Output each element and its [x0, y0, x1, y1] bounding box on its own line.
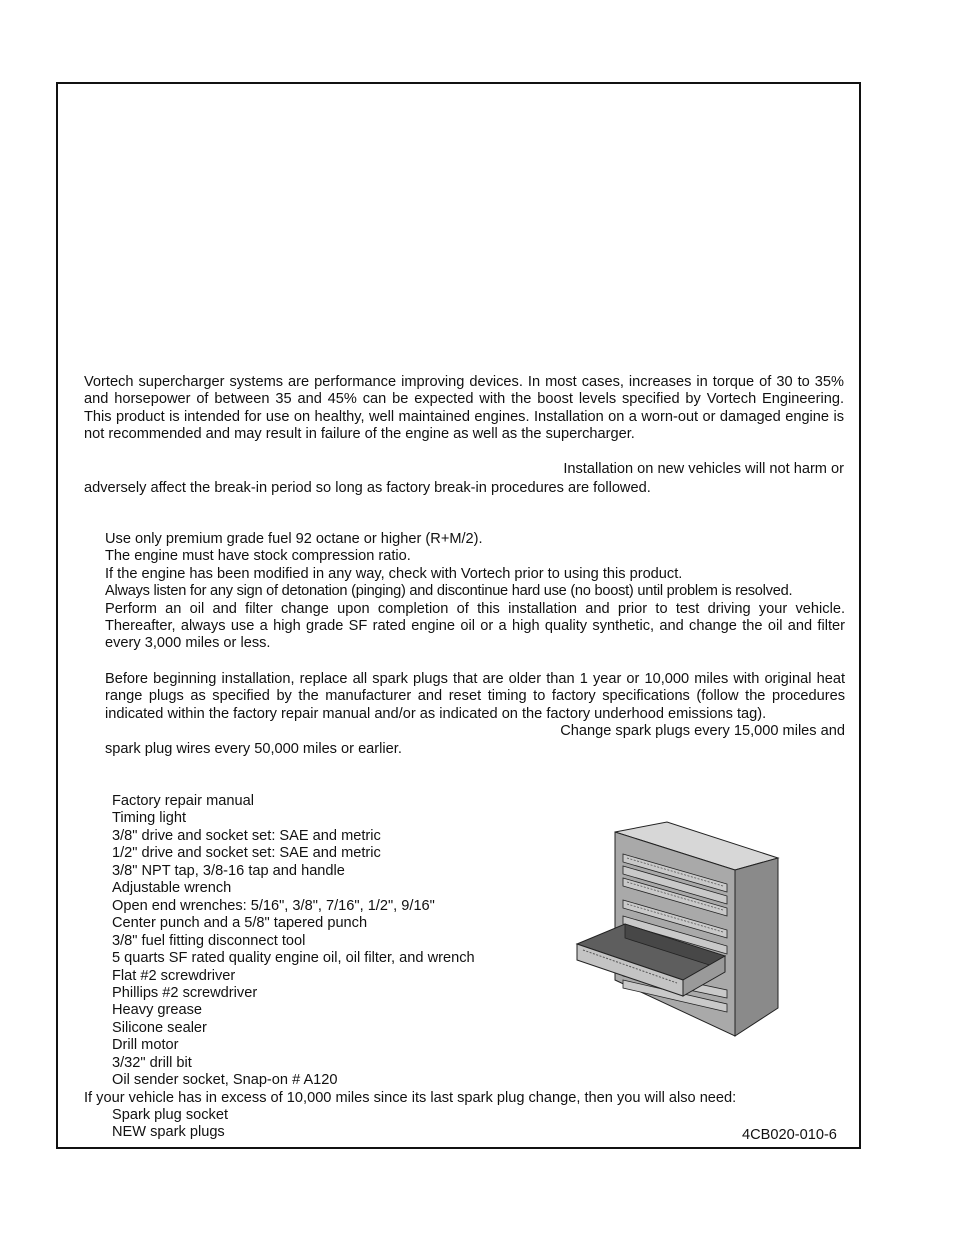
tool-item: Oil sender socket, Snap-on # A120	[112, 1072, 338, 1089]
page-code: 4CB020-010-6	[742, 1127, 837, 1143]
intro-paragraph: Vortech supercharger systems are performance improving devices. In most cases, increases in torque of 30 to 35% and horsepower of between 35 and 45% can be expected with the boost levels specified by Vortech Engineering. This product is intended for use on healthy, well maintained engines. Installation on a worn-out or damaged engine is not recommended and may result in failure of the engine as well as the supercharger.	[84, 374, 844, 443]
tool-item: 3/8" NPT tap, 3/8-16 tap and handle	[112, 862, 345, 879]
intro-paragraph-2-first-line: Installation on new vehicles will not harm or	[563, 461, 844, 477]
req-detonation: Always listen for any sign of detonation (pinging) and discontinue hard use (no boost) until problem is resolved.	[105, 583, 793, 600]
tool-item: Phillips #2 screwdriver	[112, 984, 258, 1001]
tool-item: Center punch and a 5/8" tapered punch	[112, 915, 368, 932]
tool-item: 5 quarts SF rated quality engine oil, oil filter, and wrench	[112, 950, 475, 967]
req-compression: The engine must have stock compression ratio.	[105, 548, 411, 565]
req-modified: If the engine has been modified in any way, check with Vortech prior to using this product.	[105, 565, 683, 582]
tools-list	[112, 793, 532, 1090]
tool-cabinet-icon	[575, 820, 785, 1040]
req-spark-plugs: Before beginning installation, replace all spark plugs that are older than 1 year or 10,000 miles with original heat range plugs as specified by the manufacturer and reset timing to factory specifications (follow the procedures indicated within the factory repair manual and/or as indicated on the factory underhood emissions tag).	[105, 671, 845, 722]
req-oil: Perform an oil and filter change upon completion of this installation and prior to test driving your vehicle. Thereafter, always use a high grade SF rated engine oil or a high quality synthetic, and change the oil and filter every 3,000 miles or less.	[105, 600, 845, 652]
req-plug-interval-second: spark plug wires every 50,000 miles or earlier.	[105, 741, 402, 757]
spark-plug-note: If your vehicle has in excess of 10,000 miles since its last spark plug change, then you will also need:	[84, 1090, 737, 1106]
intro-paragraph-2-second-line: adversely affect the break-in period so long as factory break-in procedures are followed.	[84, 480, 651, 496]
tool-item: 1/2" drive and socket set: SAE and metric	[112, 845, 381, 862]
requirements-list	[105, 531, 845, 653]
tool-item: Adjustable wrench	[112, 880, 232, 897]
extra-tool-item: NEW spark plugs	[112, 1124, 225, 1141]
req-fuel: Use only premium grade fuel 92 octane or higher (R+M/2).	[105, 531, 483, 547]
tool-item: 3/8" fuel fitting disconnect tool	[112, 932, 306, 949]
tool-item: Timing light	[112, 810, 187, 827]
tool-item: Heavy grease	[112, 1002, 203, 1019]
tool-item: Factory repair manual	[112, 793, 254, 809]
extra-tool-item: Spark plug socket	[112, 1107, 229, 1123]
tool-item: Open end wrenches: 5/16", 3/8", 7/16", 1/2", 9/16"	[112, 897, 435, 914]
tool-item: 3/8" drive and socket set: SAE and metric	[112, 827, 381, 844]
tool-item: Drill motor	[112, 1037, 179, 1054]
req-plug-interval-first: Change spark plugs every 15,000 miles and	[560, 723, 845, 739]
tool-item: 3/32" drill bit	[112, 1054, 192, 1071]
tool-item: Flat #2 screwdriver	[112, 967, 236, 984]
tool-item: Silicone sealer	[112, 1019, 207, 1036]
extra-tools-list	[112, 1107, 412, 1142]
